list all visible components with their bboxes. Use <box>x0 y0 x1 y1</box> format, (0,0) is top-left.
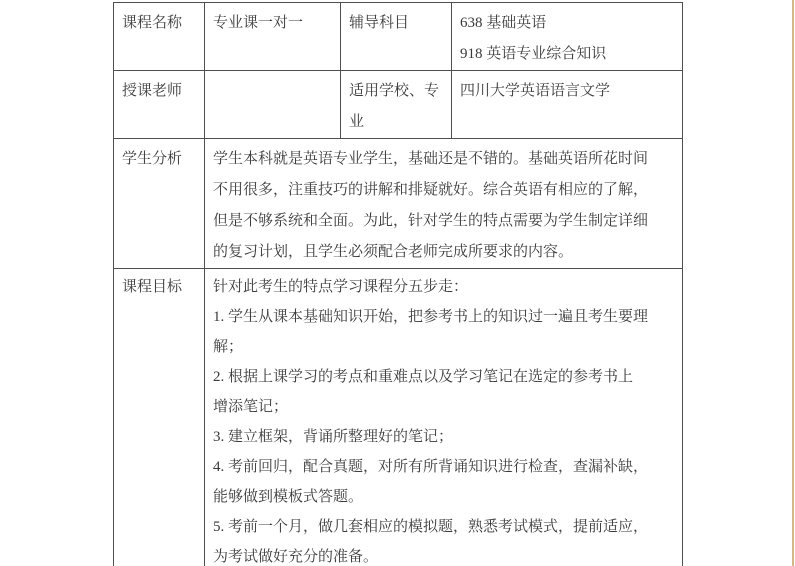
table-row-course-goals <box>114 269 683 566</box>
text-line: 的复习计划，且学生必须配合老师完成所要求的内容。 <box>213 244 574 260</box>
student-analysis-label-cell: 学生分析 <box>114 139 205 269</box>
text-line: 2. 根据上课学习的考点和重难点以及学习笔记在选定的参考书上 <box>213 369 634 385</box>
text-line: 1. 学生从课本基础知识开始，把参考书上的知识过一遍且考生要理 <box>213 309 649 325</box>
text-line: 为考试做好充分的准备。 <box>213 549 379 565</box>
text-line: 增添笔记； <box>213 399 289 415</box>
text-line: 5. 考前一个月，做几套相应的模拟题，熟悉考试模式，提前适应， <box>213 519 649 535</box>
text-line: 不用很多，注重技巧的讲解和排疑就好。综合英语有相应的了解， <box>213 182 649 198</box>
table-row-teacher <box>114 71 683 139</box>
text-line: 解； <box>213 339 244 355</box>
text-line: 学生本科就是英语专业学生，基础还是不错的。基础英语所花时间 <box>213 151 649 167</box>
course-name-label-cell: 课程名称 <box>114 3 205 71</box>
subject-value-cell <box>452 3 683 71</box>
school-value-cell: 四川大学英语语言文学 <box>452 71 683 139</box>
course-info-table <box>113 2 683 566</box>
text-line: 918 英语专业综合知识 <box>460 46 607 62</box>
teacher-label-cell: 授课老师 <box>114 71 205 139</box>
course-goals-content-cell <box>205 269 683 566</box>
table-row-student-analysis <box>114 139 683 269</box>
text-line: 业 <box>349 114 365 130</box>
student-analysis-content-cell <box>205 139 683 269</box>
school-label-cell <box>341 71 452 139</box>
text-line: 适用学校、专 <box>349 83 440 99</box>
table-row-course-name <box>114 3 683 71</box>
text-line: 3. 建立框架，背诵所整理好的笔记； <box>213 429 454 445</box>
page-edge-border <box>792 0 794 566</box>
text-line: 针对此考生的特点学习课程分五步走： <box>213 279 469 295</box>
text-line: 但是不够系统和全面。为此，针对学生的特点需要为学生制定详细 <box>213 213 649 229</box>
text-line: 能够做到模板式答题。 <box>213 489 364 505</box>
course-goals-label-cell: 课程目标 <box>114 269 205 566</box>
text-line: 638 基础英语 <box>460 15 547 31</box>
course-name-value-cell: 专业课一对一 <box>205 3 341 71</box>
text-line: 4. 考前回归，配合真题，对所有所背诵知识进行检查，查漏补缺， <box>213 459 649 475</box>
subject-label-cell: 辅导科目 <box>341 3 452 71</box>
teacher-value-cell <box>205 71 341 139</box>
